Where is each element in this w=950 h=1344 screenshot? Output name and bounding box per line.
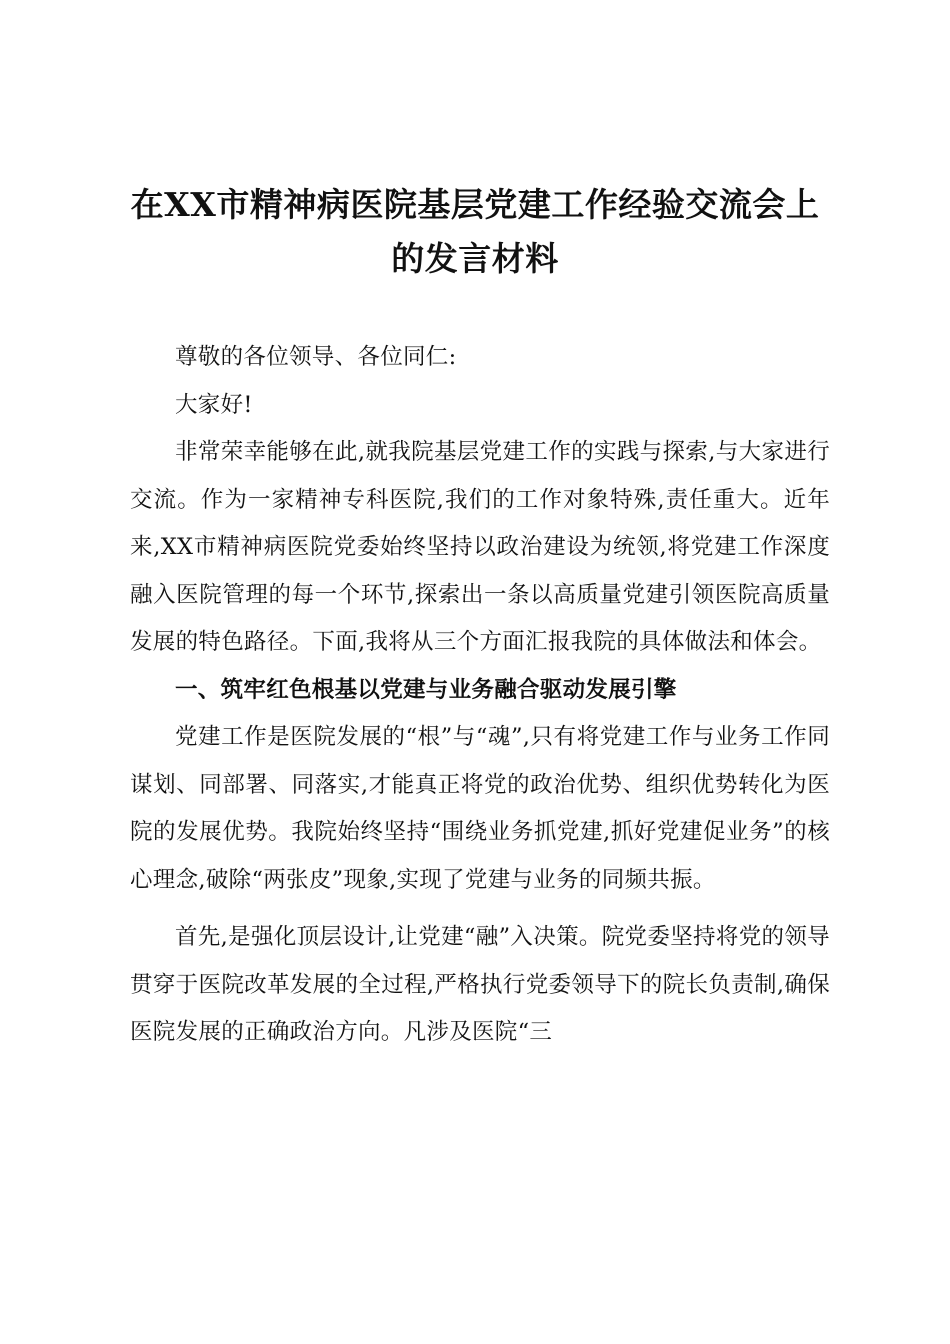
- intro-paragraph: 非常荣幸能够在此,就我院基层党建工作的实践与探索,与大家进行交流。作为一家精神专科医院,我们的工作对象特殊,责任重大。近年来,XX市精神病医院党委始终坚持以政治建设为统领,将党建工作深度融入医院管理的每一个环节,探索出一条以高质量党建引领医院高质量发展的特色路径。下面,我将从三个方面汇报我院的具体做法和体会。: [130, 439, 830, 655]
- salutation: 尊敬的各位领导、各位同仁:: [175, 344, 457, 370]
- document-title: 在XX市精神病医院基层党建工作经验交流会上的发言材料: [130, 185, 820, 278]
- paragraph-spacer: [130, 904, 830, 914]
- body-paragraph: 党建工作是医院发展的“根”与“魂”,只有将党建工作与业务工作同谋划、同部署、同落实,才能真正将党的政治优势、组织优势转化为医院的发展优势。我院始终坚持“围绕业务抓党建,抓好党建促业务”的核心理念,破除“两张皮”现象,实现了党建与业务的同频共振。: [130, 724, 830, 893]
- body-paragraph: 首先,是强化顶层设计,让党建“融”入决策。院党委坚持将党的领导贯穿于医院改革发展的全过程,严格执行党委领导下的院长负责制,确保医院发展的正确政治方向。凡涉及医院“三: [130, 924, 830, 1045]
- document-body: [130, 334, 830, 1057]
- greeting: 大家好!: [175, 391, 253, 418]
- section-heading: 一、筑牢红色根基以党建与业务融合驱动发展引擎: [175, 676, 677, 703]
